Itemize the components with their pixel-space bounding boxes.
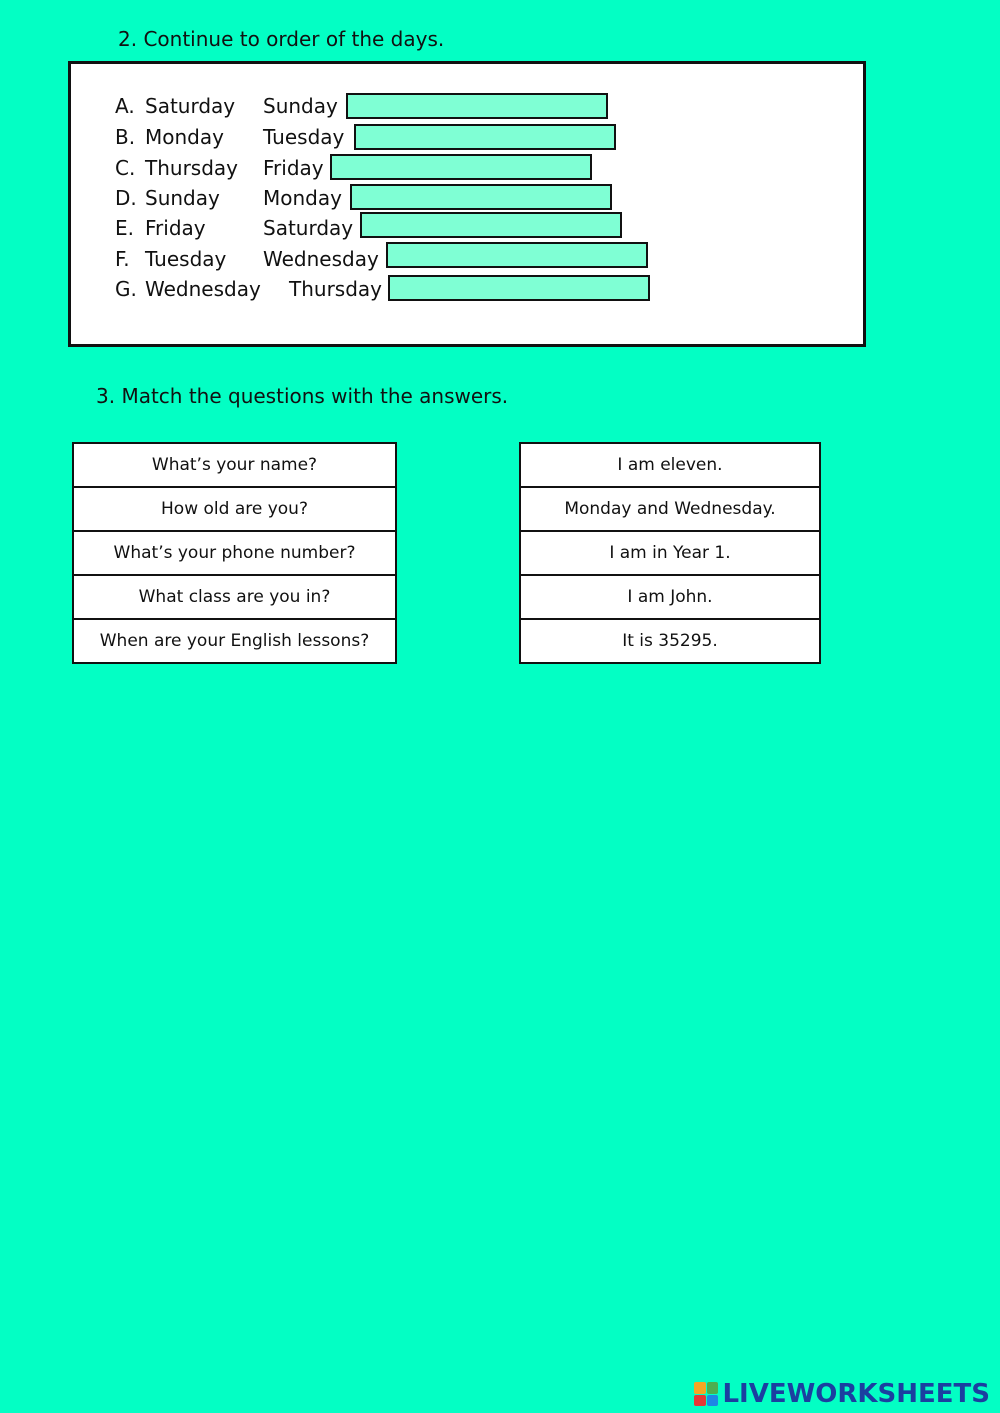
- questions-table: [72, 442, 397, 664]
- question-cell[interactable]: What’s your phone number?: [74, 532, 395, 576]
- answer-cell[interactable]: It is 35295.: [622, 631, 718, 651]
- row-day-1: Thursday: [145, 156, 238, 180]
- row-day-2: Thursday: [289, 277, 382, 301]
- row-day-2: Wednesday: [263, 247, 379, 271]
- answer-blank-g[interactable]: [388, 275, 650, 301]
- answer-cell[interactable]: I am John.: [521, 576, 819, 620]
- answer-blank-a[interactable]: [346, 93, 608, 119]
- answer-blank-e[interactable]: [360, 212, 622, 238]
- row-day-2: Sunday: [263, 94, 338, 118]
- section-2-heading: 2. Continue to order of the days.: [118, 27, 445, 51]
- answer-cell[interactable]: I am eleven.: [521, 444, 819, 488]
- days-order-box: [68, 61, 866, 347]
- row-day-2: Saturday: [263, 216, 354, 240]
- answer-cell[interactable]: Monday and Wednesday.: [521, 488, 819, 532]
- row-letter: C.: [115, 156, 136, 180]
- row-day-2: Friday: [263, 156, 324, 180]
- row-letter: E.: [115, 216, 134, 240]
- question-cell[interactable]: What’s your name?: [74, 444, 395, 488]
- liveworksheets-logo-text: LIVEWORKSHEETS: [722, 1379, 990, 1409]
- row-letter: A.: [115, 94, 135, 118]
- question-cell[interactable]: When are your English lessons?: [99, 631, 370, 651]
- liveworksheets-logo-icon: [694, 1382, 718, 1406]
- answer-blank-f[interactable]: [386, 242, 648, 268]
- answer-blank-b[interactable]: [354, 124, 616, 150]
- row-day-2: Monday: [263, 186, 342, 210]
- row-day-1: Saturday: [145, 94, 236, 118]
- answer-blank-c[interactable]: [330, 154, 592, 180]
- question-cell[interactable]: How old are you?: [74, 488, 395, 532]
- answers-table: [519, 442, 821, 664]
- row-day-1: Friday: [145, 216, 206, 240]
- row-day-1: Tuesday: [145, 247, 227, 271]
- row-day-1: Monday: [145, 125, 224, 149]
- answer-cell[interactable]: I am in Year 1.: [521, 532, 819, 576]
- row-letter: F.: [115, 247, 130, 271]
- row-day-2: Tuesday: [263, 125, 345, 149]
- row-letter: B.: [115, 125, 136, 149]
- row-day-1: Wednesday: [145, 277, 261, 301]
- row-letter: G.: [115, 277, 137, 301]
- section-3-heading: 3. Match the questions with the answers.: [96, 384, 509, 408]
- question-cell[interactable]: What class are you in?: [74, 576, 395, 620]
- liveworksheets-logo: [694, 1379, 990, 1409]
- answer-blank-d[interactable]: [350, 184, 612, 210]
- row-day-1: Sunday: [145, 186, 220, 210]
- row-letter: D.: [115, 186, 137, 210]
